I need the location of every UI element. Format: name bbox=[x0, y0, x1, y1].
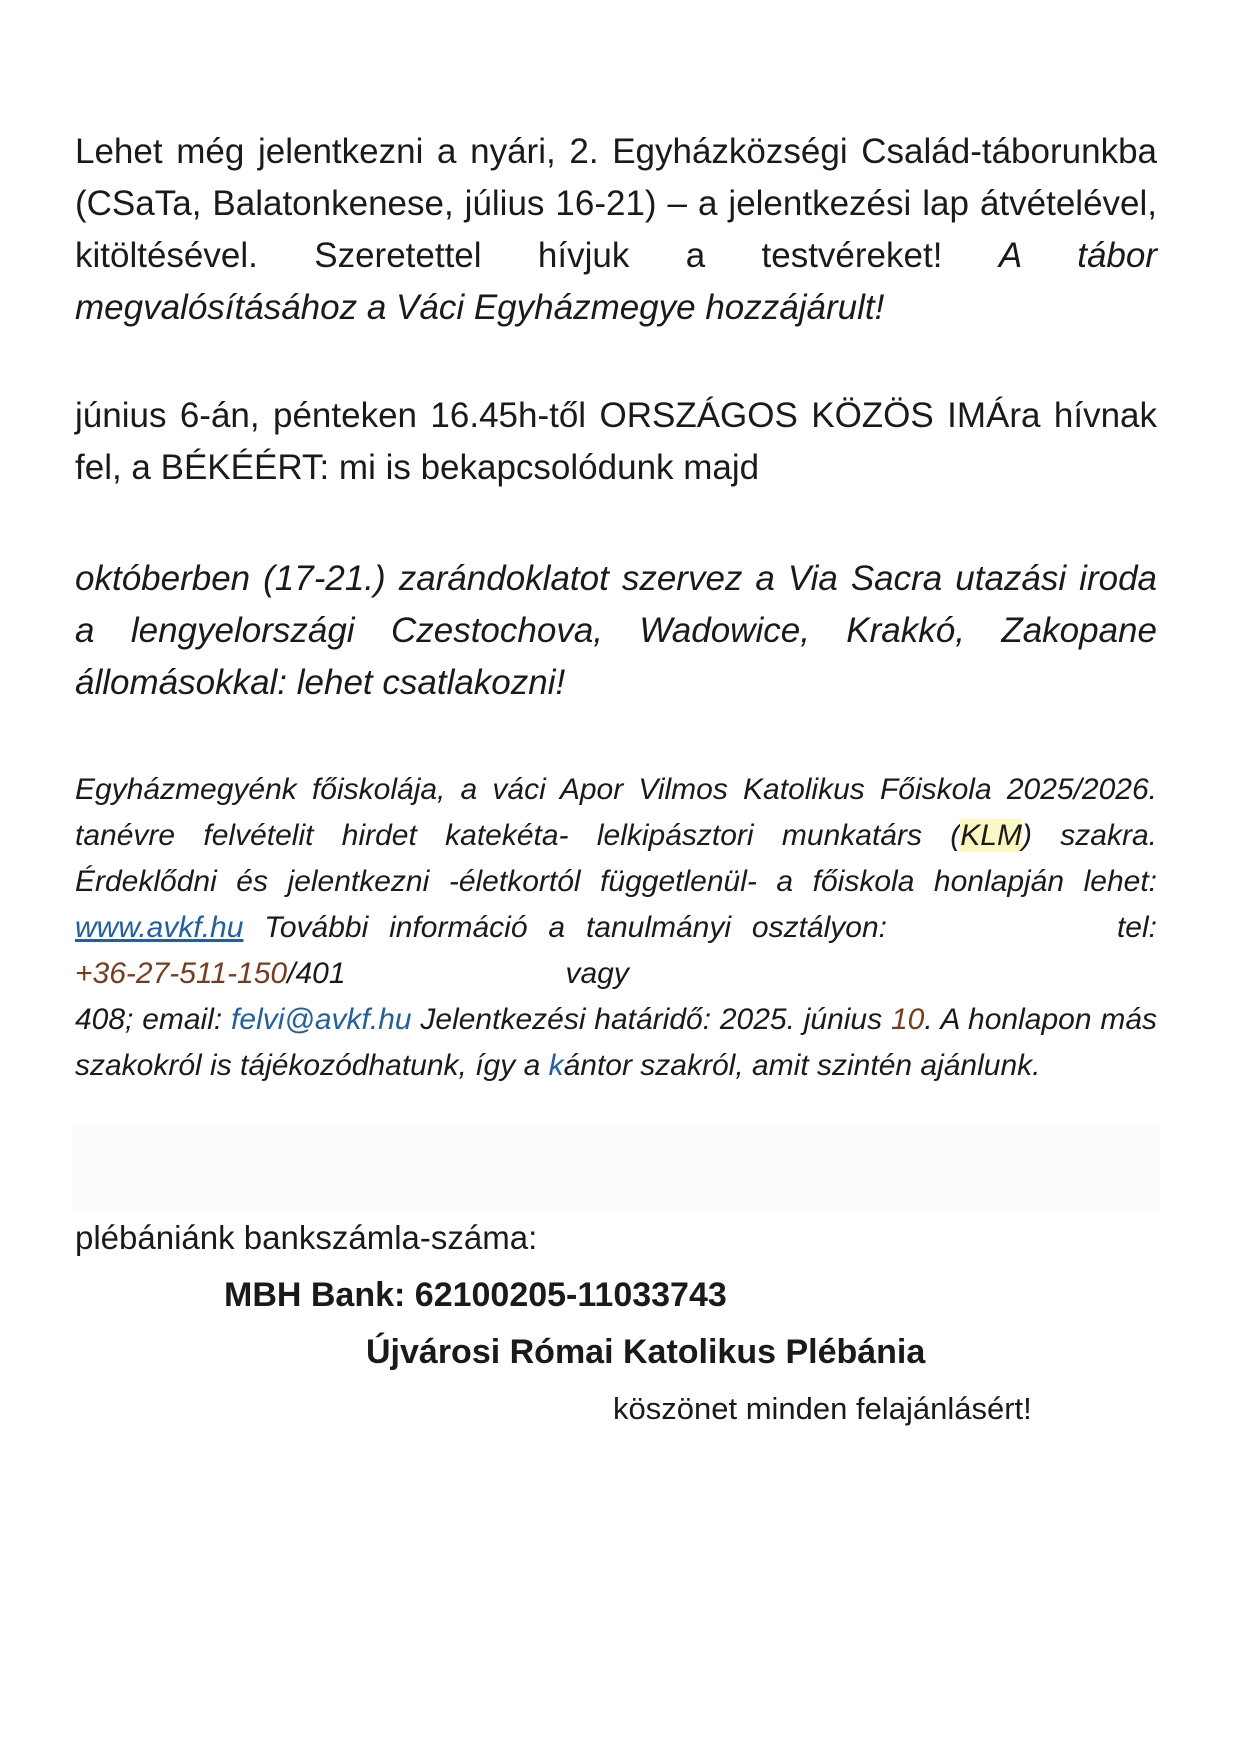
camp-announcement bbox=[75, 126, 1157, 334]
camp-support-note: A tábor megvalósításához a Váci Egyházmegye hozzájárult! bbox=[75, 236, 1157, 327]
thanks-note: köszönet minden felajánlásért! bbox=[613, 1391, 1032, 1426]
klm-highlight: KLM bbox=[960, 819, 1022, 852]
parish-name: Újvárosi Római Katolikus Plébánia bbox=[366, 1333, 926, 1371]
kantor-k-letter: k bbox=[548, 1049, 564, 1082]
phone-number[interactable]: +36-27-511-150 bbox=[75, 957, 288, 990]
bank-account-number: MBH Bank: 62100205-11033743 bbox=[224, 1276, 727, 1314]
college-text-1: Egyházmegyénk főiskolája, a váci Apor Vilmos Katolikus Főiskola 2025/2026. tanévre felvételit hirdet katekéta- lelkipásztori munkatárs ( bbox=[75, 773, 1157, 852]
pilgrimage-text: októberben (17-21.) zarándoklatot szervez a Via Sacra utazási iroda a lengyelországi Czestochova, Wadowice, Krakkó, Zakopane állomásokkal: lehet csatlakozni! bbox=[75, 559, 1157, 702]
vagy-text: vagy bbox=[565, 957, 629, 990]
college-text-2: ) szakra. Érdeklődni és jelentkezni -életkortól függetlenül- a főiskola honlapján lehet: bbox=[75, 819, 1157, 898]
deadline-day: 10 bbox=[890, 1003, 925, 1036]
shaded-spacer bbox=[72, 1125, 1160, 1212]
email-link[interactable]: felvi@avkf.hu bbox=[231, 1003, 412, 1036]
phone-extension: /401 bbox=[287, 957, 346, 990]
camp-text: Lehet még jelentkezni a nyári, 2. Egyházközségi Család-táborunkba (CSaTa, Balatonkenese, július 16-21) – a jelentkezési lap átvételével, kitöltésével. Szeretettel hívjuk a testvéreket! bbox=[75, 132, 1157, 275]
college-text-7: ántor szakról, amit szintén ajánlunk. bbox=[563, 1049, 1041, 1082]
tel-label: tel: bbox=[1116, 911, 1157, 944]
college-text-3: További információ a tanulmányi osztályon: bbox=[243, 911, 887, 944]
prayer-announcement bbox=[75, 390, 1157, 494]
college-text-6: . A honlapon más szakokról is tájékozódhatunk, így a bbox=[75, 1003, 1157, 1082]
college-announcement bbox=[75, 767, 1157, 1089]
college-text-4: 408; email: bbox=[75, 1003, 232, 1036]
pilgrimage-announcement bbox=[75, 553, 1157, 709]
website-link[interactable]: www.avkf.hu bbox=[75, 911, 244, 944]
bank-account-label: plébániánk bankszámla-száma: bbox=[75, 1219, 538, 1256]
college-text-5: Jelentkezési határidő: 2025. június bbox=[411, 1003, 891, 1036]
prayer-text: június 6-án, pénteken 16.45h-től ORSZÁGOS KÖZÖS IMÁra hívnak fel, a BÉKÉÉRT: mi is bekapcsolódunk majd bbox=[75, 396, 1157, 487]
